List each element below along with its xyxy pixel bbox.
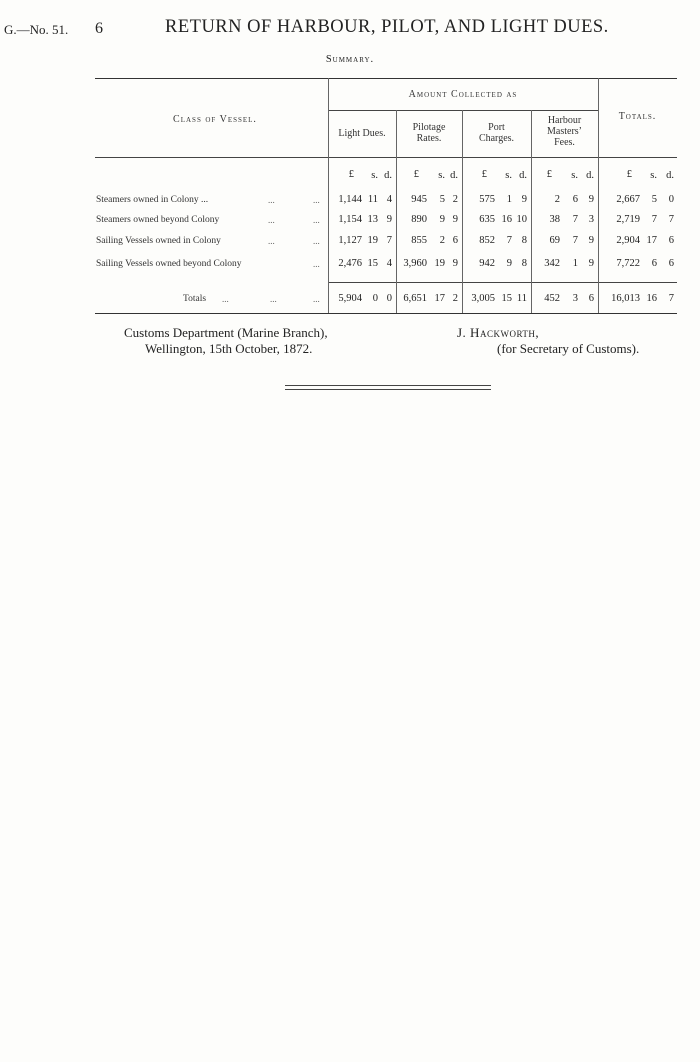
light-amount: 9 (386, 214, 392, 225)
total-total: 16,013 (611, 293, 640, 304)
total-amount: 2,904 (616, 235, 640, 246)
harbour-amount: 7 (572, 235, 578, 246)
pilot-amount: 2 (452, 194, 458, 205)
pilot-amount: 855 (411, 235, 427, 246)
amount-collected-header: Amount Collected as (408, 89, 518, 100)
leader-dots: ... (268, 236, 275, 246)
port-charges-header-line2: Charges. (478, 133, 515, 144)
port-amount: 9 (506, 258, 512, 269)
port-amount: 635 (479, 214, 495, 225)
pence-unit: d. (519, 170, 527, 181)
pilot-amount: 9 (452, 258, 458, 269)
section-subtitle: Summary. (325, 54, 375, 65)
light-total: 5,904 (338, 293, 362, 304)
leader-dots: ... (270, 294, 277, 304)
shilling-unit: s. (650, 170, 657, 181)
port-total: 15 (501, 293, 512, 304)
shilling-unit: s. (571, 170, 578, 181)
port-amount: 1 (506, 194, 512, 205)
pilot-amount: 6 (452, 235, 458, 246)
pilot-total: 6,651 (403, 293, 427, 304)
class-of-vessel-header: Class of Vessel. (173, 114, 257, 125)
leader-dots: ... (222, 294, 229, 304)
harbour-total: 6 (588, 293, 594, 304)
pence-unit: d. (450, 170, 458, 181)
harbour-amount: 6 (572, 194, 578, 205)
vessel-class-label: Sailing Vessels owned beyond Colony (96, 259, 242, 269)
harbour-fees-header (531, 115, 598, 148)
port-amount: 852 (479, 235, 495, 246)
port-total: 3,005 (471, 293, 495, 304)
pilot-amount: 9 (439, 214, 445, 225)
light-amount: 1,127 (338, 235, 362, 246)
total-amount: 6 (668, 235, 674, 246)
pilotage-header-line2: Rates. (416, 133, 442, 144)
total-amount: 17 (646, 235, 657, 246)
harbour-fees-header-line1: Harbour (547, 115, 582, 126)
total-total: 16 (646, 293, 657, 304)
pilot-amount: 3,960 (403, 258, 427, 269)
table-bottom-rule (95, 313, 677, 314)
pilot-amount: 2 (439, 235, 445, 246)
pence-unit: d. (586, 170, 594, 181)
port-amount: 8 (521, 258, 527, 269)
pound-unit: £ (546, 169, 552, 180)
vessel-class-label: Sailing Vessels owned in Colony (96, 236, 221, 246)
harbour-amount: 69 (549, 235, 560, 246)
total-amount: 0 (668, 194, 674, 205)
pilot-total: 17 (434, 293, 445, 304)
pilot-amount: 19 (434, 258, 445, 269)
harbour-amount: 38 (549, 214, 560, 225)
total-amount: 6 (668, 258, 674, 269)
pilotage-header-line1: Pilotage (412, 122, 446, 133)
port-amount: 942 (479, 258, 495, 269)
total-amount: 6 (651, 258, 657, 269)
pilot-amount: 945 (411, 194, 427, 205)
leader-dots: ... (313, 195, 320, 205)
totals-header: Totals. (618, 111, 657, 122)
light-amount: 19 (367, 235, 378, 246)
place-date-line: Wellington, 15th October, 1872. (145, 341, 313, 356)
leader-dots: ... (268, 215, 275, 225)
total-amount: 7 (651, 214, 657, 225)
pilot-amount: 9 (452, 214, 458, 225)
shilling-unit: s. (371, 170, 378, 181)
header-bottom-rule (95, 157, 677, 158)
pilot-amount: 5 (439, 194, 445, 205)
shilling-unit: s. (505, 170, 512, 181)
light-amount: 7 (386, 235, 392, 246)
leader-dots: ... (313, 236, 320, 246)
harbour-amount: 2 (554, 194, 560, 205)
port-amount: 16 (501, 214, 512, 225)
total-total: 7 (668, 293, 674, 304)
document-reference: G.—No. 51. (4, 22, 69, 37)
harbour-amount: 9 (588, 194, 594, 205)
closing-rule (285, 385, 491, 386)
harbour-total: 452 (544, 293, 560, 304)
pound-unit: £ (481, 169, 487, 180)
pound-unit: £ (348, 169, 354, 180)
light-amount: 2,476 (338, 258, 362, 269)
leader-dots: ... (313, 259, 320, 269)
port-amount: 575 (479, 194, 495, 205)
harbour-amount: 7 (572, 214, 578, 225)
harbour-total: 3 (572, 293, 578, 304)
harbour-amount: 3 (588, 214, 594, 225)
total-amount: 7,722 (616, 258, 640, 269)
totals-rule (328, 282, 677, 283)
port-charges-header-line1: Port (488, 122, 505, 133)
pound-unit: £ (626, 169, 632, 180)
vessel-class-label: Steamers owned beyond Colony (96, 215, 220, 225)
port-total: 11 (516, 293, 527, 304)
pence-unit: d. (666, 170, 674, 181)
total-amount: 2,719 (616, 214, 640, 225)
leader-dots: ... (313, 294, 320, 304)
table-top-rule (95, 78, 677, 79)
port-amount: 9 (521, 194, 527, 205)
port-amount: 8 (521, 235, 527, 246)
light-amount: 1,144 (338, 194, 362, 205)
shilling-unit: s. (438, 170, 445, 181)
signatory-role: (for Secretary of Customs). (497, 341, 640, 356)
light-dues-header: Light Dues. (338, 128, 386, 139)
total-amount: 2,667 (616, 194, 640, 205)
port-amount: 10 (516, 214, 527, 225)
pilot-total: 2 (452, 293, 458, 304)
page-title: RETURN OF HARBOUR, PILOT, AND LIGHT DUES. (165, 17, 609, 37)
department-line: Customs Department (Marine Branch), (124, 325, 328, 340)
light-amount: 1,154 (338, 214, 362, 225)
page-number: 6 (95, 20, 103, 37)
vessel-class-label: Steamers owned in Colony ... (96, 195, 209, 205)
harbour-fees-header-line3: Fees. (554, 137, 575, 148)
totals-label: Totals (183, 294, 207, 304)
light-total: 0 (386, 293, 392, 304)
total-amount: 7 (668, 214, 674, 225)
amount-header-rule (328, 110, 598, 111)
pilot-amount: 890 (411, 214, 427, 225)
port-charges-header (462, 122, 531, 144)
pound-unit: £ (413, 169, 419, 180)
signatory-name: J. Hackworth, (457, 325, 540, 340)
harbour-amount: 9 (588, 258, 594, 269)
harbour-amount: 1 (572, 258, 578, 269)
light-amount: 13 (367, 214, 378, 225)
harbour-fees-header-line2: Masters’ (547, 126, 582, 137)
total-amount: 5 (651, 194, 657, 205)
light-total: 0 (372, 293, 378, 304)
harbour-amount: 342 (544, 258, 560, 269)
pence-unit: d. (384, 170, 392, 181)
light-amount: 11 (367, 194, 378, 205)
leader-dots: ... (268, 195, 275, 205)
closing-rule (285, 389, 491, 390)
pilotage-header (396, 122, 462, 144)
port-amount: 7 (506, 235, 512, 246)
light-amount: 15 (367, 258, 378, 269)
light-amount: 4 (386, 258, 392, 269)
light-amount: 4 (386, 194, 392, 205)
harbour-amount: 9 (588, 235, 594, 246)
leader-dots: ... (313, 215, 320, 225)
